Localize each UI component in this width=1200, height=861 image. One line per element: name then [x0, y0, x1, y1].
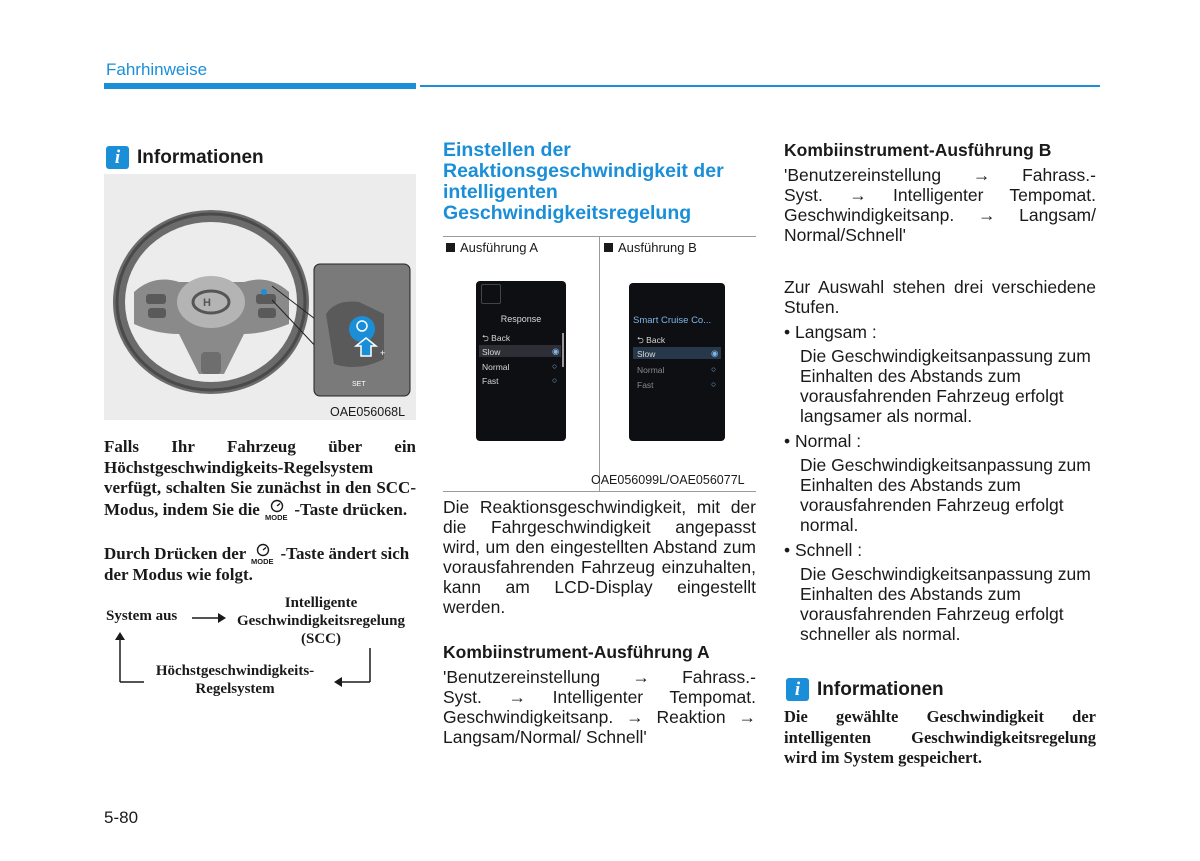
list-item: • Schnell : Die Geschwindigkeitsanpassung zum Einhalten des Abstands zum vorausfahrenden Fahrzeug erfolgt schneller als normal.	[784, 540, 1091, 644]
screen-a-item-normal: Normal	[482, 362, 510, 372]
flow-max-line2: Regelsystem	[195, 681, 275, 697]
section-title-l4: Geschwindigkeitsregelung	[443, 202, 692, 224]
flow-scc-line1: Intelligente	[284, 595, 358, 611]
info-icon: i	[786, 678, 809, 701]
middle-paragraph: Die Reaktionsgeschwindigkeit, mit der die Fahrgeschwindigkeit angepasst wird, um den eingestellten Abstand zum vorausfahrenden Fahrzeug einzuhalten, kann am LCD-Display eingestellt werden.	[443, 497, 756, 617]
lcd-screen-a: Response ⮌ Back Slow ◉ Normal ○ Fast ○	[476, 281, 566, 441]
steering-wheel-figure	[104, 174, 416, 420]
screen-a-scrollbar	[562, 333, 564, 367]
figure-caption-middle: OAE056099L/OAE056077L	[591, 473, 745, 487]
display-screens-figure	[443, 236, 756, 492]
mode-button-icon	[264, 499, 290, 521]
variant-a-label: Ausführung A	[446, 240, 538, 255]
screen-a-item-back: ⮌ Back	[482, 333, 511, 343]
info-title: Informationen	[137, 146, 264, 168]
figure-caption-left: OAE056068L	[330, 405, 406, 419]
info-heading-right	[786, 678, 944, 701]
section-header: Fahrhinweise	[106, 60, 208, 79]
screen-b-item-normal: Normal	[637, 365, 665, 375]
para1-text-a: Falls Ihr Fahrzeug über ein Höchstgeschwindigkeits-Regelsystem verfügt, schalten Sie zunächst in den SCC-Modus, indem Sie die	[104, 437, 416, 519]
screen-a-item-fast: Fast	[482, 376, 499, 386]
screen-a-title: Response	[500, 314, 542, 324]
screen-b-title: Smart Cruise Co...	[633, 315, 712, 326]
subheading-variant-a: Kombiinstrument-Ausführung A	[443, 642, 710, 662]
menu-path-b: 'Benutzereinstellung → Fahrass.- Syst. → Intelligenter Tempomat. Geschwindigkeitsanp. → Langsam/ Normal/Schnell'	[784, 165, 1096, 245]
info-title: Informationen	[817, 678, 944, 700]
section-title-l3: intelligenten	[443, 181, 558, 203]
screen-b-item-slow: Slow	[637, 349, 656, 359]
info-heading-left	[106, 146, 264, 169]
page-number: 5-80	[104, 808, 139, 827]
menu-path-a: 'Benutzereinstellung → Fahrass.- Syst. → Intelligenter Tempomat. Geschwindigkeitsanp. → Reaktion → Langsam/Normal/ Schnell'	[443, 667, 756, 747]
para2-text-a: Durch Drücken der	[104, 544, 246, 563]
section-title	[443, 140, 763, 224]
header-bar-thick	[104, 83, 416, 89]
mode-icon-label: MODE	[251, 557, 274, 565]
screen-a-item-slow: Slow	[482, 347, 501, 357]
left-paragraph-1	[104, 437, 416, 521]
mode-button-icon	[250, 543, 276, 565]
lcd-screen-b: Smart Cruise Co... ⮌ Back Slow ◉ Normal ○ Fast ○	[629, 283, 725, 441]
figure-divider	[599, 237, 600, 491]
list-item: • Langsam : Die Geschwindigkeitsanpassung zum Einhalten des Abstands zum vorausfahrenden Fahrzeug erfolgt langsamer als normal.	[784, 322, 1091, 426]
subheading-variant-b: Kombiinstrument-Ausführung B	[784, 140, 1052, 160]
steering-wheel-illustration	[104, 174, 416, 420]
para2-text-b: -Taste ändert sich der Modus wie folgt.	[104, 544, 410, 584]
svg-text:+: +	[380, 348, 386, 358]
header-bar-thin	[420, 85, 1100, 87]
svg-text:H: H	[203, 297, 211, 309]
variant-b-label: Ausführung B	[604, 240, 697, 255]
set-label: SET	[352, 381, 366, 388]
flow-max-line1: Höchstgeschwindigkeits-	[155, 663, 315, 679]
info-text-right: Die gewählte Geschwindigkeit der intelligenten Geschwindigkeitsregelung wird im System gespeichert.	[784, 707, 1096, 767]
flow-arrows	[104, 600, 416, 700]
flow-scc-line3: (SCC)	[301, 631, 341, 647]
flow-scc-line2: Geschwindigkeitsregelung	[236, 613, 406, 629]
levels-list	[784, 322, 1096, 644]
screen-b-item-back: ⮌ Back	[637, 335, 666, 345]
section-title-l1: Einstellen der	[443, 139, 571, 161]
left-paragraph-2	[104, 543, 416, 586]
para1-text-b: -Taste drücken.	[294, 499, 408, 519]
list-item: • Normal : Die Geschwindigkeitsanpassung zum Einhalten des Abstands zum vorausfahrenden Fahrzeug erfolgt normal.	[784, 431, 1091, 535]
section-title-l2: Reaktionsgeschwindigkeit der	[443, 160, 724, 182]
screen-b-item-fast: Fast	[637, 380, 654, 390]
levels-intro: Zur Auswahl stehen drei verschiedene Stufen.	[784, 277, 1096, 317]
mode-icon-label: MODE	[265, 512, 288, 521]
flow-system-off: System aus	[106, 608, 178, 624]
info-icon: i	[106, 146, 129, 169]
